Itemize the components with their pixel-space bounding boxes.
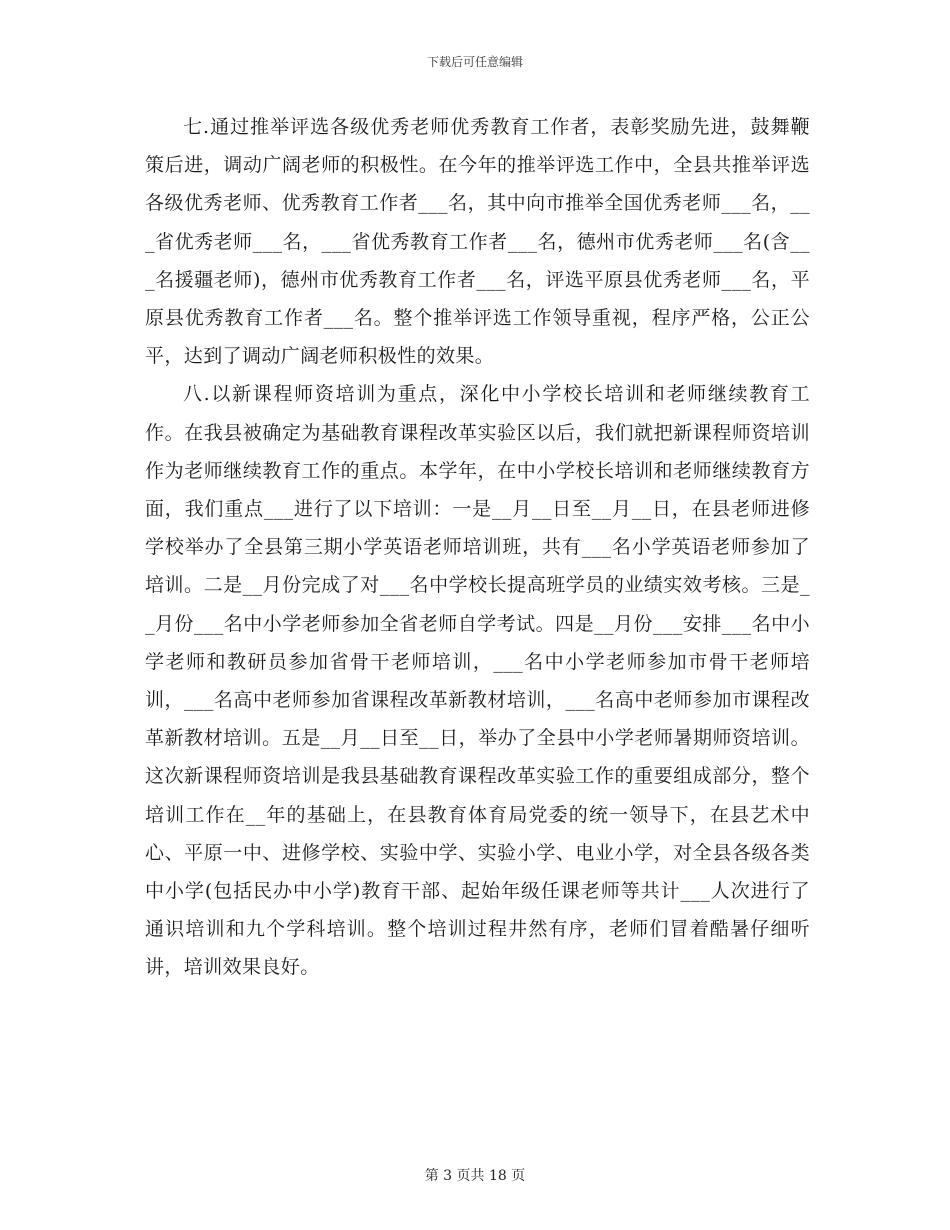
paragraph-7: 七.通过推举评选各级优秀老师优秀教育工作者，表彰奖励先进，鼓舞鞭策后进，调动广阔老师的积极性。在今年的推举评选工作中，全县共推举评选各级优秀老师、优秀教育工作者___名，其中向市推举全国优秀老师___名，___省优秀老师___名，___省优秀教育工作者___名，德州市优秀老师___名(含___名援疆老师)，德州市优秀教育工作者___名，评选平原县优秀老师___名，平原县优秀教育工作者___名。整个推举评选工作领导重视，程序严格，公正公平，达到了调动广阔老师积极性的效果。 [145, 116, 810, 368]
page-number: 第 3 页共 18 页 [424, 1168, 526, 1184]
document-body [145, 108, 810, 987]
page-header: 下载后可任意编辑 [426, 55, 523, 69]
paragraph-8: 八.以新课程师资培训为重点，深化中小学校长培训和老师继续教育工作。在我县被确定为基础教育课程改革实验区以后，我们就把新课程师资培训作为老师继续教育工作的重点。本学年，在中小学校长培训和老师继续教育方面，我们重点___进行了以下培训：一是__月__日至__月__日，在县老师进修学校举办了全县第三期小学英语老师培训班，共有___名小学英语老师参加了培训。二是__月份完成了对___名中学校长提高班学员的业绩实效考核。三是__月份___名中小学老师参加全省老师自学考试。四是__月份___安排___名中小学老师和教研员参加省骨干老师培训，___名中小学老师参加市骨干老师培训，___名高中老师参加省课程改革新教材培训，___名高中老师参加市课程改革新教材培训。五是__月__日至__日，举办了全县中小学老师暑期师资培训。这次新课程师资培训是我县基础教育课程改革实验工作的重要组成部分，整个培训工作在__年的基础上，在县教育体育局党委的统一领导下，在县艺术中心、平原一中、进修学校、实验中学、实验小学、电业小学，对全县各级各类中小学(包括民办中小学)教育干部、起始年级任课老师等共计___人次进行了通识培训和九个学科培训。整个培训过程井然有序，老师们冒着酷暑仔细听讲，培训效果良好。 [145, 383, 810, 979]
